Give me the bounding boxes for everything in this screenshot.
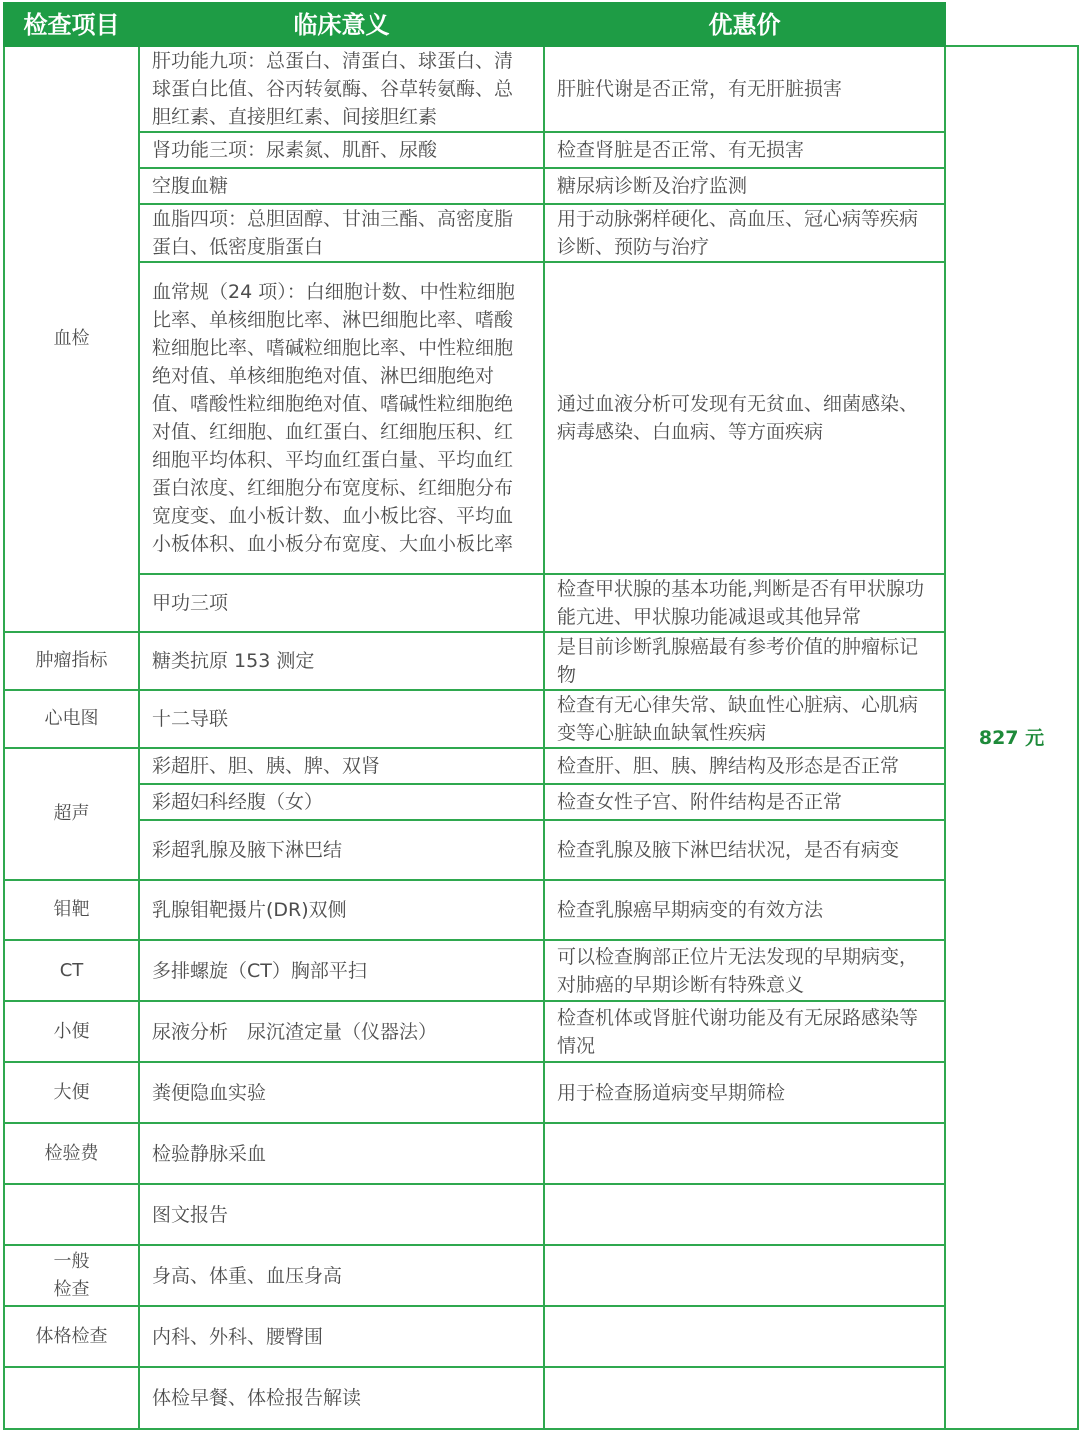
exam-item: 彩超乳腺及腋下淋巴结	[139, 820, 544, 880]
category-empty	[4, 1367, 139, 1429]
table-row	[4, 1001, 1078, 1062]
clinical-meaning	[544, 1184, 945, 1245]
table-row	[4, 784, 1078, 820]
exam-item: 彩超肝、胆、胰、脾、双肾	[139, 748, 544, 784]
category-physical: 体格检查	[4, 1306, 139, 1367]
table-row	[4, 262, 1078, 574]
clinical-meaning	[544, 1306, 945, 1367]
exam-item: 血脂四项：总胆固醇、甘油三酯、高密度脂蛋白、低密度脂蛋白	[139, 204, 544, 262]
category-tumor: 肿瘤指标	[4, 632, 139, 690]
clinical-meaning: 检查肝、胆、胰、脾结构及形态是否正常	[544, 748, 945, 784]
table-row	[4, 690, 1078, 748]
table-row	[4, 1123, 1078, 1184]
clinical-meaning: 可以检查胸部正位片无法发现的早期病变，对肺癌的早期诊断有特殊意义	[544, 940, 945, 1001]
clinical-meaning: 检查有无心律失常、缺血性心脏病、心肌病变等心脏缺血缺氧性疾病	[544, 690, 945, 748]
category-general-label: 一般检查	[53, 1250, 90, 1300]
table-row	[4, 168, 1078, 204]
clinical-meaning: 检查甲状腺的基本功能,判断是否有甲状腺功能亢进、甲状腺功能减退或其他异常	[544, 574, 945, 632]
exam-item: 体检早餐、体检报告解读	[139, 1367, 544, 1429]
table-row	[4, 1306, 1078, 1367]
clinical-meaning: 检查乳腺及腋下淋巴结状况，是否有病变	[544, 820, 945, 880]
table-row	[4, 1245, 1078, 1306]
table-row	[4, 1184, 1078, 1245]
exam-item: 血常规（24 项）：白细胞计数、中性粒细胞比率、单核细胞比率、淋巴细胞比率、嗜酸粒细胞比率、嗜碱粒细胞比率、中性粒细胞绝对值、单核细胞绝对值、淋巴细胞绝对值、嗜酸性粒细胞绝对值、嗜碱性粒细胞绝对值、红细胞、血红蛋白、红细胞压积、红细胞平均体积、平均血红蛋白量、平均血红蛋白浓度、红细胞分布宽度标、红细胞分布宽度变、血小板计数、血小板比容、平均血小板体积、血小板分布宽度、大血小板比率	[139, 262, 544, 574]
table-row	[4, 940, 1078, 1001]
clinical-meaning: 通过血液分析可发现有无贫血、细菌感染、病毒感染、白血病、等方面疾病	[544, 262, 945, 574]
table-row	[4, 880, 1078, 940]
exam-item: 糖类抗原 153 测定	[139, 632, 544, 690]
exam-item: 肾功能三项：尿素氮、肌酐、尿酸	[139, 132, 544, 168]
clinical-meaning	[544, 1367, 945, 1429]
table-row	[4, 204, 1078, 262]
package-price: 827 元	[945, 46, 1078, 1429]
exam-item: 内科、外科、腰臀围	[139, 1306, 544, 1367]
clinical-meaning	[544, 1245, 945, 1306]
header-clinical-meaning: 临床意义	[139, 3, 544, 46]
table-row	[4, 748, 1078, 784]
clinical-meaning	[544, 1123, 945, 1184]
exam-item: 身高、体重、血压身高	[139, 1245, 544, 1306]
exam-package-table	[3, 2, 1079, 1430]
table-row	[4, 1367, 1078, 1429]
clinical-meaning: 检查肾脏是否正常、有无损害	[544, 132, 945, 168]
table-row	[4, 132, 1078, 168]
table-row	[4, 820, 1078, 880]
exam-item: 尿液分析 尿沉渣定量（仪器法）	[139, 1001, 544, 1062]
category-ct: CT	[4, 940, 139, 1001]
table-header-row	[4, 3, 1078, 46]
exam-item: 检验静脉采血	[139, 1123, 544, 1184]
clinical-meaning: 肝脏代谢是否正常，有无肝脏损害	[544, 46, 945, 132]
exam-item: 十二导联	[139, 690, 544, 748]
header-exam-item: 检查项目	[4, 3, 139, 46]
exam-item: 图文报告	[139, 1184, 544, 1245]
category-general	[4, 1245, 139, 1306]
clinical-meaning: 糖尿病诊断及治疗监测	[544, 168, 945, 204]
clinical-meaning: 检查女性子宫、附件结构是否正常	[544, 784, 945, 820]
exam-item: 彩超妇科经腹（女）	[139, 784, 544, 820]
table-row	[4, 46, 1078, 132]
category-stool: 大便	[4, 1062, 139, 1123]
exam-item: 乳腺钼靶摄片(DR)双侧	[139, 880, 544, 940]
category-empty	[4, 1184, 139, 1245]
exam-item: 甲功三项	[139, 574, 544, 632]
clinical-meaning: 检查机体或肾脏代谢功能及有无尿路感染等情况	[544, 1001, 945, 1062]
category-lab-fee: 检验费	[4, 1123, 139, 1184]
category-blood: 血检	[4, 46, 139, 632]
table-row	[4, 1062, 1078, 1123]
clinical-meaning: 用于检查肠道病变早期筛检	[544, 1062, 945, 1123]
category-urine: 小便	[4, 1001, 139, 1062]
category-mammo: 钼靶	[4, 880, 139, 940]
category-ultrasound: 超声	[4, 748, 139, 880]
header-price: 优惠价	[544, 3, 945, 46]
exam-item: 空腹血糖	[139, 168, 544, 204]
table-row	[4, 632, 1078, 690]
clinical-meaning: 检查乳腺癌早期病变的有效方法	[544, 880, 945, 940]
clinical-meaning: 是目前诊断乳腺癌最有参考价值的肿瘤标记物	[544, 632, 945, 690]
category-ecg: 心电图	[4, 690, 139, 748]
clinical-meaning: 用于动脉粥样硬化、高血压、冠心病等疾病诊断、预防与治疗	[544, 204, 945, 262]
exam-item: 粪便隐血实验	[139, 1062, 544, 1123]
exam-item: 多排螺旋（CT）胸部平扫	[139, 940, 544, 1001]
table-row	[4, 574, 1078, 632]
exam-item: 肝功能九项：总蛋白、清蛋白、球蛋白、清球蛋白比值、谷丙转氨酶、谷草转氨酶、总胆红素、直接胆红素、间接胆红素	[139, 46, 544, 132]
